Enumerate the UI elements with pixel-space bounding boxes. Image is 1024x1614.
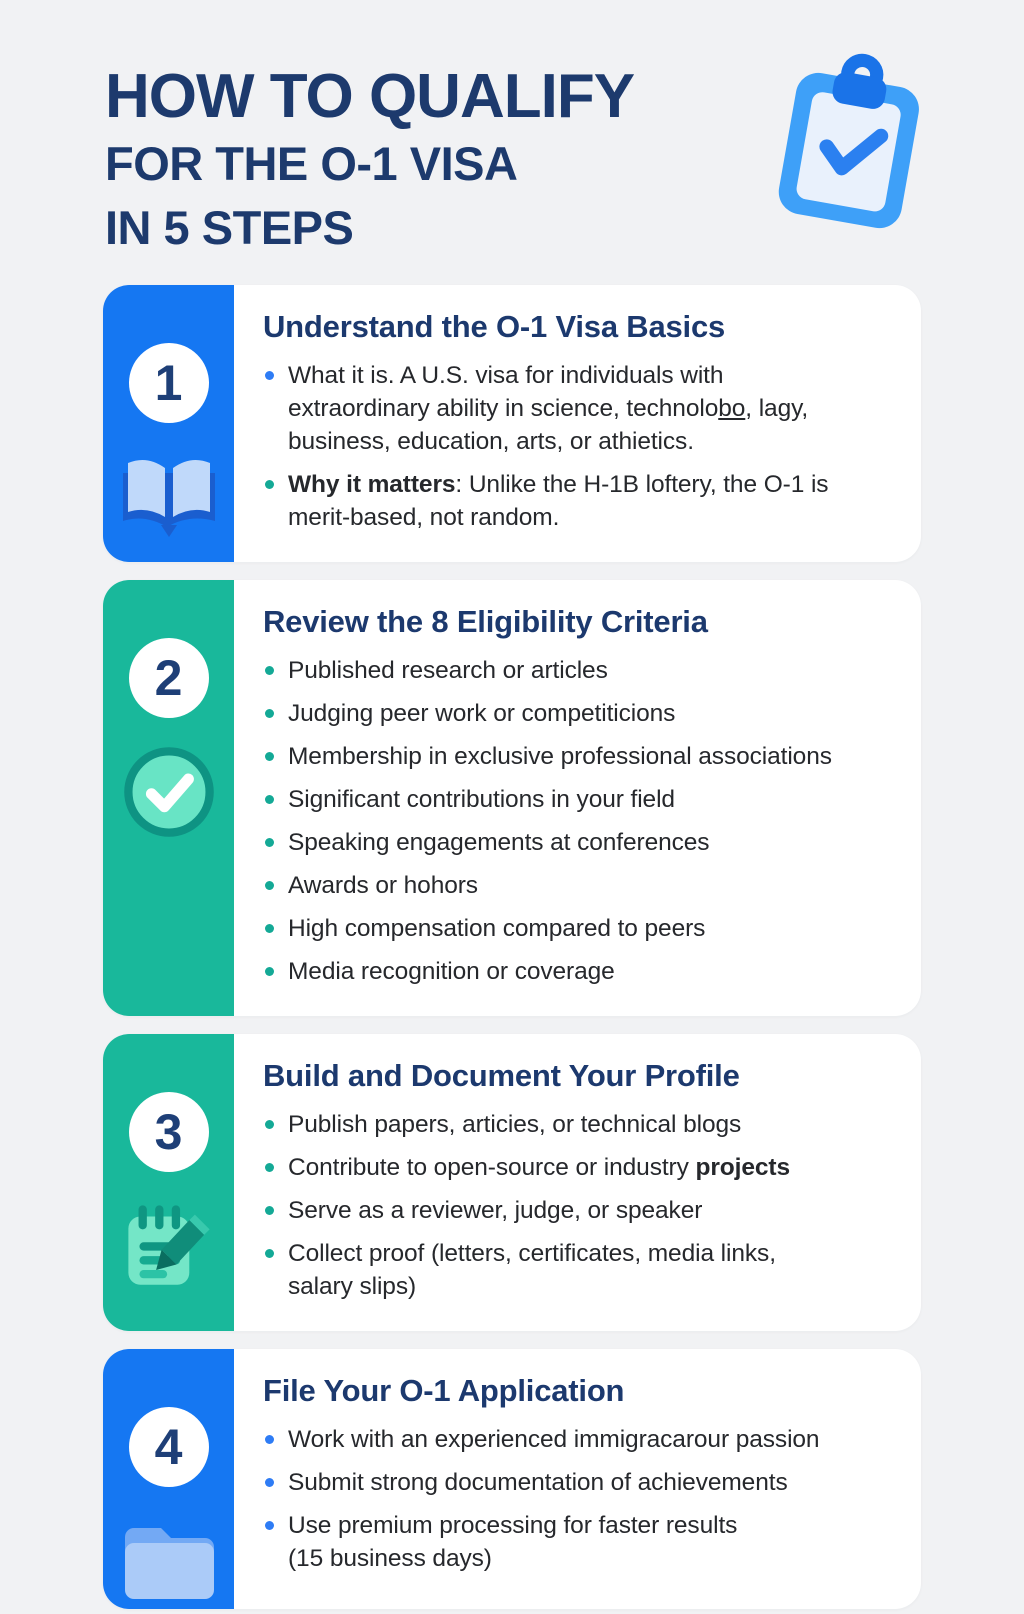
- bullet-item: [263, 955, 897, 988]
- step-rail: [103, 1034, 234, 1331]
- bullet-dot: [265, 371, 274, 380]
- step-content: [234, 1034, 921, 1331]
- bullet-dot: [265, 1435, 274, 1444]
- bullet-text: Speaking engagements at conferences: [288, 829, 710, 856]
- bullet-item: [263, 1237, 897, 1303]
- bullet-text: Use premium processing for faster results (15 business days): [288, 1512, 738, 1572]
- bullet-item: [263, 912, 897, 945]
- clipboard-check-icon: [762, 46, 938, 241]
- notepad-pencil-icon: [117, 1198, 221, 1294]
- folder-icon: [117, 1513, 221, 1609]
- bullet-dot: [265, 709, 274, 718]
- step-title: Build and Document Your Profile: [263, 1058, 740, 1093]
- step-card-2: [103, 580, 921, 1016]
- step-number: 4: [154, 1419, 183, 1475]
- bullet-item: [263, 1108, 897, 1141]
- bullet-item: [263, 468, 897, 534]
- step-title: Review the 8 Eligibility Criteria: [263, 604, 708, 639]
- bullet-text: High compensation compared to peers: [288, 915, 706, 942]
- bullet-dot: [265, 480, 274, 489]
- step-content: [234, 285, 921, 562]
- step-number: 3: [154, 1104, 183, 1160]
- step-number-badge: [129, 343, 209, 423]
- bullet-text: Collect proof (letters, certificates, media links, salary slips): [288, 1240, 776, 1300]
- bullet-dot: [265, 838, 274, 847]
- bullet-item: [263, 826, 897, 859]
- header: [105, 56, 924, 260]
- step-title: Understand the O-1 Visa Basics: [263, 309, 726, 344]
- bullet-item: [263, 697, 897, 730]
- bullet-text: Membership in exclusive professional associations: [288, 743, 832, 770]
- bullet-dot: [265, 1249, 274, 1258]
- step-number-badge: [129, 1092, 209, 1172]
- step-bullets: [263, 654, 897, 988]
- step-content: [234, 580, 921, 1016]
- bullet-item: [263, 783, 897, 816]
- bullet-text: Judging peer work or competiticions: [288, 700, 676, 727]
- bullet-item: [263, 1466, 897, 1499]
- step-content: [234, 1349, 921, 1609]
- title-line-3: IN 5 STEPS: [105, 201, 354, 254]
- bullet-text: Awards or hohors: [288, 872, 478, 899]
- step-number: 2: [154, 650, 183, 706]
- bullet-text: Why it matters: Unlike the H-1B loftery, the O-1 is merit-based, not random.: [288, 471, 829, 531]
- step-rail: [103, 1349, 234, 1609]
- bullet-dot: [265, 1478, 274, 1487]
- step-bullets: [263, 1108, 897, 1303]
- step-number: 1: [154, 355, 183, 411]
- bullet-dot: [265, 795, 274, 804]
- step-title: File Your O-1 Application: [263, 1373, 625, 1408]
- bullet-dot: [265, 666, 274, 675]
- bullet-item: [263, 740, 897, 773]
- bullet-text: Media recognition or coverage: [288, 958, 615, 985]
- bullet-text: What it is. A U.S. visa for individuals with extraordinary ability in science, technolobo, lagy, business, education, arts, or athietics.: [288, 362, 809, 455]
- bullet-text: Published research or articles: [288, 657, 608, 684]
- step-number-badge: [129, 1407, 209, 1487]
- title-line-2: FOR THE O-1 VISA: [105, 137, 518, 190]
- bullet-item: [263, 1423, 897, 1456]
- bullet-dot: [265, 752, 274, 761]
- step-rail: [103, 285, 234, 562]
- bullet-item: [263, 869, 897, 902]
- step-bullets: [263, 1423, 897, 1575]
- step-card-4: [103, 1349, 921, 1609]
- step-number-badge: [129, 638, 209, 718]
- page-title: [105, 56, 634, 260]
- check-circle-icon: [117, 744, 221, 840]
- open-book-icon: [117, 449, 221, 545]
- bullet-text: Serve as a reviewer, judge, or speaker: [288, 1197, 703, 1224]
- bullet-dot: [265, 881, 274, 890]
- title-line-1: HOW TO QUALIFY: [105, 62, 635, 131]
- step-rail: [103, 580, 234, 1016]
- bullet-dot: [265, 1521, 274, 1530]
- bullet-text: Publish papers, articies, or technical blogs: [288, 1111, 742, 1138]
- step-bullets: [263, 359, 897, 534]
- bullet-item: [263, 359, 897, 458]
- bullet-text: Significant contributions in your field: [288, 786, 675, 813]
- bullet-dot: [265, 1163, 274, 1172]
- bullet-text: Work with an experienced immigracarour passion: [288, 1426, 820, 1453]
- bullet-text: Submit strong documentation of achievements: [288, 1469, 788, 1496]
- bullet-dot: [265, 967, 274, 976]
- bullet-item: [263, 654, 897, 687]
- bullet-item: [263, 1151, 897, 1184]
- step-card-3: [103, 1034, 921, 1331]
- bullet-text: Contribute to open-source or industry projects: [288, 1154, 790, 1181]
- bullet-item: [263, 1509, 897, 1575]
- steps-list: [103, 285, 921, 1609]
- bullet-dot: [265, 1120, 274, 1129]
- bullet-dot: [265, 1206, 274, 1215]
- bullet-item: [263, 1194, 897, 1227]
- step-card-1: [103, 285, 921, 562]
- bullet-dot: [265, 924, 274, 933]
